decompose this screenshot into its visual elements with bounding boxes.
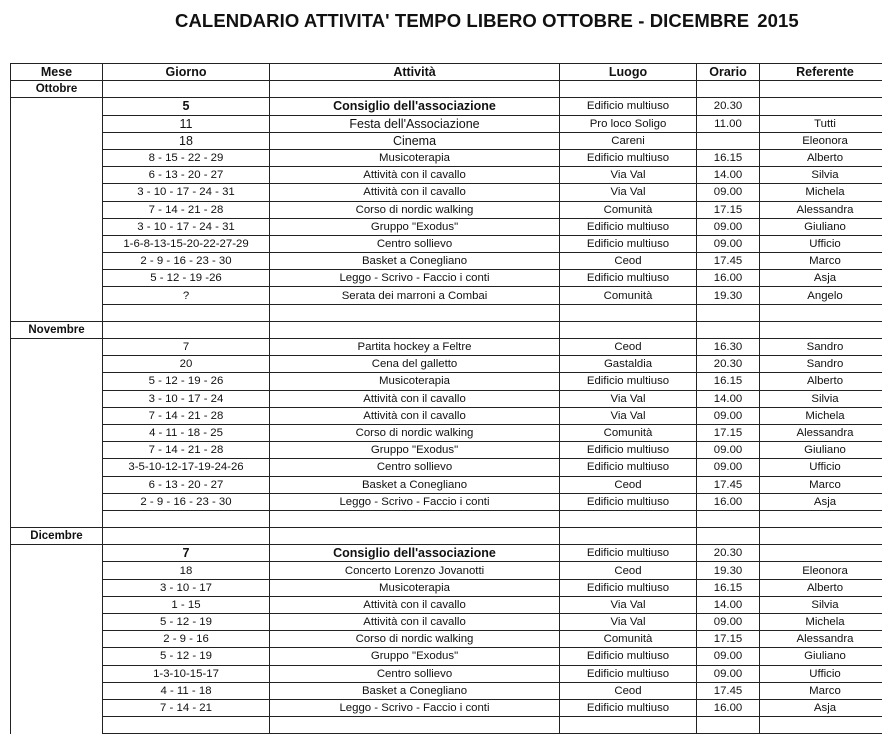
- table-row: [11, 545, 882, 562]
- orario-cell: [697, 304, 760, 321]
- attivita-cell: Attività con il cavallo: [270, 614, 560, 631]
- orario-cell: 16.15: [697, 579, 760, 596]
- orario-cell: 09.00: [697, 614, 760, 631]
- month-spacer-cell: [11, 201, 103, 218]
- table-row: [11, 235, 882, 252]
- month-spacer-cell: [11, 339, 103, 356]
- attivita-cell: Corso di nordic walking: [270, 424, 560, 441]
- attivita-cell: Attività con il cavallo: [270, 184, 560, 201]
- attivita-cell: Basket a Conegliano: [270, 253, 560, 270]
- luogo-cell: Edificio multiuso: [560, 442, 697, 459]
- attivita-cell: Attività con il cavallo: [270, 390, 560, 407]
- month-spacer-cell: [11, 493, 103, 510]
- luogo-cell: Edificio multiuso: [560, 218, 697, 235]
- attivita-cell: Concerto Lorenzo Jovanotti: [270, 562, 560, 579]
- table-row: [11, 390, 882, 407]
- month-spacer-cell: [11, 442, 103, 459]
- referente-cell: [760, 545, 882, 562]
- luogo-cell: Ceod: [560, 253, 697, 270]
- month-row: [11, 528, 882, 545]
- attivita-cell: Musicoterapia: [270, 373, 560, 390]
- giorno-cell: 18: [103, 132, 270, 149]
- referente-cell: Tutti: [760, 115, 882, 132]
- orario-cell: 09.00: [697, 184, 760, 201]
- giorno-cell: 4 - 11 - 18 - 25: [103, 424, 270, 441]
- giorno-cell: 18: [103, 562, 270, 579]
- attivita-cell: Basket a Conegliano: [270, 476, 560, 493]
- orario-cell: 09.00: [697, 407, 760, 424]
- attivita-cell: Partita hockey a Feltre: [270, 339, 560, 356]
- luogo-cell: Edificio multiuso: [560, 699, 697, 716]
- month-spacer-cell: [11, 614, 103, 631]
- luogo-cell: Comunità: [560, 287, 697, 304]
- month-spacer-cell: [11, 682, 103, 699]
- table-row: [11, 115, 882, 132]
- attivita-cell: [270, 304, 560, 321]
- referente-cell: Alessandra: [760, 424, 882, 441]
- attivita-cell: Cinema: [270, 132, 560, 149]
- giorno-cell: 7: [103, 339, 270, 356]
- luogo-cell: Edificio multiuso: [560, 459, 697, 476]
- luogo-cell: Ceod: [560, 682, 697, 699]
- month-spacer-cell: [11, 665, 103, 682]
- empty-cell: [103, 81, 270, 98]
- month-row: [11, 81, 882, 98]
- referente-cell: Marco: [760, 253, 882, 270]
- month-spacer-cell: [11, 167, 103, 184]
- table-row: [11, 424, 882, 441]
- month-spacer-cell: [11, 510, 103, 527]
- orario-cell: 09.00: [697, 442, 760, 459]
- orario-cell: 16.00: [697, 270, 760, 287]
- table-row: [11, 442, 882, 459]
- giorno-cell: 6 - 13 - 20 - 27: [103, 167, 270, 184]
- orario-cell: 19.30: [697, 287, 760, 304]
- luogo-cell: Edificio multiuso: [560, 579, 697, 596]
- table-row: [11, 682, 882, 699]
- orario-cell: 20.30: [697, 545, 760, 562]
- giorno-cell: [103, 717, 270, 734]
- empty-cell: [270, 528, 560, 545]
- giorno-cell: 7 - 14 - 21 - 28: [103, 201, 270, 218]
- header-mese: Mese: [11, 64, 103, 81]
- month-spacer-cell: [11, 648, 103, 665]
- referente-cell: Giuliano: [760, 442, 882, 459]
- table-row: [11, 407, 882, 424]
- luogo-cell: Via Val: [560, 167, 697, 184]
- luogo-cell: [560, 717, 697, 734]
- orario-cell: 14.00: [697, 390, 760, 407]
- referente-cell: [760, 304, 882, 321]
- orario-cell: 16.30: [697, 339, 760, 356]
- luogo-cell: Edificio multiuso: [560, 149, 697, 166]
- luogo-cell: Ceod: [560, 476, 697, 493]
- luogo-cell: Edificio multiuso: [560, 648, 697, 665]
- orario-cell: 17.45: [697, 253, 760, 270]
- giorno-cell: 2 - 9 - 16 - 23 - 30: [103, 493, 270, 510]
- referente-cell: Eleonora: [760, 132, 882, 149]
- month-label: Novembre: [11, 321, 103, 338]
- month-spacer-cell: [11, 253, 103, 270]
- title-year: 2015: [757, 10, 799, 31]
- orario-cell: 14.00: [697, 596, 760, 613]
- attivita-cell: Centro sollievo: [270, 665, 560, 682]
- table-row: [11, 510, 882, 527]
- table-row: [11, 596, 882, 613]
- table-row: [11, 201, 882, 218]
- referente-cell: [760, 717, 882, 734]
- empty-cell: [103, 528, 270, 545]
- referente-cell: Marco: [760, 476, 882, 493]
- header-luogo: Luogo: [560, 64, 697, 81]
- luogo-cell: Via Val: [560, 596, 697, 613]
- month-spacer-cell: [11, 699, 103, 716]
- empty-cell: [560, 81, 697, 98]
- giorno-cell: 3 - 10 - 17 - 24 - 31: [103, 184, 270, 201]
- referente-cell: Sandro: [760, 356, 882, 373]
- orario-cell: 19.30: [697, 562, 760, 579]
- empty-cell: [560, 528, 697, 545]
- referente-cell: Michela: [760, 184, 882, 201]
- month-spacer-cell: [11, 115, 103, 132]
- giorno-cell: [103, 510, 270, 527]
- table-row: [11, 373, 882, 390]
- referente-cell: Ufficio: [760, 459, 882, 476]
- orario-cell: 09.00: [697, 665, 760, 682]
- luogo-cell: Ceod: [560, 562, 697, 579]
- table-row: [11, 614, 882, 631]
- giorno-cell: 2 - 9 - 16: [103, 631, 270, 648]
- table-row: [11, 218, 882, 235]
- table-row: [11, 493, 882, 510]
- empty-cell: [270, 321, 560, 338]
- table-row: [11, 98, 882, 115]
- table-row: [11, 149, 882, 166]
- giorno-cell: [103, 304, 270, 321]
- month-spacer-cell: [11, 184, 103, 201]
- attivita-cell: Corso di nordic walking: [270, 631, 560, 648]
- giorno-cell: 5 - 12 - 19 -26: [103, 270, 270, 287]
- luogo-cell: Comunità: [560, 631, 697, 648]
- calendar-body: [11, 81, 882, 734]
- luogo-cell: Careni: [560, 132, 697, 149]
- referente-cell: Sandro: [760, 339, 882, 356]
- attivita-cell: Attività con il cavallo: [270, 596, 560, 613]
- table-row: [11, 356, 882, 373]
- referente-cell: Alberto: [760, 149, 882, 166]
- month-spacer-cell: [11, 390, 103, 407]
- month-spacer-cell: [11, 149, 103, 166]
- month-spacer-cell: [11, 132, 103, 149]
- referente-cell: Alessandra: [760, 201, 882, 218]
- table-row: [11, 287, 882, 304]
- referente-cell: Asja: [760, 270, 882, 287]
- luogo-cell: Via Val: [560, 184, 697, 201]
- referente-cell: Alberto: [760, 579, 882, 596]
- month-spacer-cell: [11, 356, 103, 373]
- orario-cell: 09.00: [697, 648, 760, 665]
- orario-cell: 11.00: [697, 115, 760, 132]
- luogo-cell: Comunità: [560, 424, 697, 441]
- giorno-cell: 20: [103, 356, 270, 373]
- month-spacer-cell: [11, 424, 103, 441]
- referente-cell: Asja: [760, 699, 882, 716]
- table-row: [11, 648, 882, 665]
- referente-cell: Eleonora: [760, 562, 882, 579]
- giorno-cell: 6 - 13 - 20 - 27: [103, 476, 270, 493]
- luogo-cell: Edificio multiuso: [560, 270, 697, 287]
- giorno-cell: 1 - 15: [103, 596, 270, 613]
- orario-cell: 20.30: [697, 356, 760, 373]
- referente-cell: Michela: [760, 614, 882, 631]
- luogo-cell: Edificio multiuso: [560, 665, 697, 682]
- month-spacer-cell: [11, 579, 103, 596]
- table-row: [11, 270, 882, 287]
- orario-cell: 17.45: [697, 476, 760, 493]
- table-row: [11, 132, 882, 149]
- orario-cell: 17.15: [697, 631, 760, 648]
- luogo-cell: Ceod: [560, 339, 697, 356]
- referente-cell: Silvia: [760, 596, 882, 613]
- attivita-cell: Musicoterapia: [270, 149, 560, 166]
- attivita-cell: Attività con il cavallo: [270, 407, 560, 424]
- attivita-cell: Centro sollievo: [270, 235, 560, 252]
- header-orario: Orario: [697, 64, 760, 81]
- month-spacer-cell: [11, 270, 103, 287]
- giorno-cell: 3 - 10 - 17 - 24 - 31: [103, 218, 270, 235]
- orario-cell: [697, 132, 760, 149]
- referente-cell: Silvia: [760, 390, 882, 407]
- table-row: [11, 459, 882, 476]
- luogo-cell: Edificio multiuso: [560, 98, 697, 115]
- header-row: [11, 64, 882, 81]
- empty-cell: [103, 321, 270, 338]
- referente-cell: Giuliano: [760, 648, 882, 665]
- empty-cell: [760, 81, 882, 98]
- orario-cell: 16.00: [697, 699, 760, 716]
- attivita-cell: Attività con il cavallo: [270, 167, 560, 184]
- empty-cell: [697, 321, 760, 338]
- table-row: [11, 562, 882, 579]
- table-row: [11, 339, 882, 356]
- luogo-cell: Gastaldia: [560, 356, 697, 373]
- giorno-cell: 8 - 15 - 22 - 29: [103, 149, 270, 166]
- giorno-cell: 2 - 9 - 16 - 23 - 30: [103, 253, 270, 270]
- giorno-cell: 5: [103, 98, 270, 115]
- attivita-cell: Centro sollievo: [270, 459, 560, 476]
- month-spacer-cell: [11, 287, 103, 304]
- giorno-cell: 5 - 12 - 19: [103, 614, 270, 631]
- attivita-cell: [270, 510, 560, 527]
- orario-cell: 09.00: [697, 459, 760, 476]
- orario-cell: 09.00: [697, 235, 760, 252]
- luogo-cell: Edificio multiuso: [560, 545, 697, 562]
- referente-cell: [760, 98, 882, 115]
- table-row: [11, 304, 882, 321]
- referente-cell: Alessandra: [760, 631, 882, 648]
- orario-cell: [697, 510, 760, 527]
- giorno-cell: 7: [103, 545, 270, 562]
- table-row: [11, 665, 882, 682]
- referente-cell: Angelo: [760, 287, 882, 304]
- referente-cell: Ufficio: [760, 235, 882, 252]
- luogo-cell: [560, 304, 697, 321]
- luogo-cell: Edificio multiuso: [560, 373, 697, 390]
- attivita-cell: [270, 717, 560, 734]
- attivita-cell: Leggo - Scrivo - Faccio i conti: [270, 699, 560, 716]
- giorno-cell: 3-5-10-12-17-19-24-26: [103, 459, 270, 476]
- luogo-cell: Edificio multiuso: [560, 235, 697, 252]
- referente-cell: Ufficio: [760, 665, 882, 682]
- month-spacer-cell: [11, 373, 103, 390]
- empty-cell: [760, 321, 882, 338]
- luogo-cell: Pro loco Soligo: [560, 115, 697, 132]
- orario-cell: 16.15: [697, 149, 760, 166]
- attivita-cell: Gruppo "Exodus": [270, 442, 560, 459]
- attivita-cell: Leggo - Scrivo - Faccio i conti: [270, 493, 560, 510]
- referente-cell: Michela: [760, 407, 882, 424]
- table-row: [11, 699, 882, 716]
- month-spacer-cell: [11, 304, 103, 321]
- referente-cell: Alberto: [760, 373, 882, 390]
- month-spacer-cell: [11, 235, 103, 252]
- month-label: Dicembre: [11, 528, 103, 545]
- referente-cell: [760, 510, 882, 527]
- table-row: [11, 631, 882, 648]
- referente-cell: Asja: [760, 493, 882, 510]
- title-text: CALENDARIO ATTIVITA' TEMPO LIBERO OTTOBRE - DICEMBRE: [175, 10, 749, 31]
- orario-cell: 16.00: [697, 493, 760, 510]
- empty-cell: [760, 528, 882, 545]
- attivita-cell: Gruppo "Exodus": [270, 648, 560, 665]
- table-row: [11, 717, 882, 734]
- giorno-cell: 1-3-10-15-17: [103, 665, 270, 682]
- empty-cell: [270, 81, 560, 98]
- month-spacer-cell: [11, 631, 103, 648]
- orario-cell: 17.15: [697, 424, 760, 441]
- giorno-cell: 5 - 12 - 19 - 26: [103, 373, 270, 390]
- attivita-cell: Leggo - Scrivo - Faccio i conti: [270, 270, 560, 287]
- luogo-cell: Via Val: [560, 407, 697, 424]
- giorno-cell: 5 - 12 - 19: [103, 648, 270, 665]
- table-row: [11, 184, 882, 201]
- attivita-cell: Consiglio dell'associazione: [270, 545, 560, 562]
- luogo-cell: Edificio multiuso: [560, 493, 697, 510]
- header-referente: Referente: [760, 64, 882, 81]
- empty-cell: [697, 81, 760, 98]
- attivita-cell: Cena del galletto: [270, 356, 560, 373]
- luogo-cell: [560, 510, 697, 527]
- table-row: [11, 579, 882, 596]
- month-row: [11, 321, 882, 338]
- referente-cell: Giuliano: [760, 218, 882, 235]
- referente-cell: Marco: [760, 682, 882, 699]
- header-giorno: Giorno: [103, 64, 270, 81]
- giorno-cell: 7 - 14 - 21 - 28: [103, 442, 270, 459]
- month-spacer-cell: [11, 476, 103, 493]
- month-spacer-cell: [11, 459, 103, 476]
- luogo-cell: Comunità: [560, 201, 697, 218]
- referente-cell: Silvia: [760, 167, 882, 184]
- attivita-cell: Serata dei marroni a Combai: [270, 287, 560, 304]
- month-spacer-cell: [11, 98, 103, 115]
- empty-cell: [560, 321, 697, 338]
- giorno-cell: 7 - 14 - 21 - 28: [103, 407, 270, 424]
- attivita-cell: Festa dell'Associazione: [270, 115, 560, 132]
- month-spacer-cell: [11, 218, 103, 235]
- calendar-table: [10, 63, 882, 734]
- table-row: [11, 253, 882, 270]
- table-row: [11, 167, 882, 184]
- giorno-cell: 3 - 10 - 17 - 24: [103, 390, 270, 407]
- month-spacer-cell: [11, 562, 103, 579]
- attivita-cell: Basket a Conegliano: [270, 682, 560, 699]
- empty-cell: [697, 528, 760, 545]
- attivita-cell: Gruppo "Exodus": [270, 218, 560, 235]
- orario-cell: 09.00: [697, 218, 760, 235]
- giorno-cell: 11: [103, 115, 270, 132]
- document-title: [175, 10, 799, 32]
- giorno-cell: ?: [103, 287, 270, 304]
- giorno-cell: 1-6-8-13-15-20-22-27-29: [103, 235, 270, 252]
- month-spacer-cell: [11, 717, 103, 734]
- attivita-cell: Corso di nordic walking: [270, 201, 560, 218]
- header-attivita: Attività: [270, 64, 560, 81]
- orario-cell: [697, 717, 760, 734]
- orario-cell: 20.30: [697, 98, 760, 115]
- orario-cell: 16.15: [697, 373, 760, 390]
- month-spacer-cell: [11, 596, 103, 613]
- month-label: Ottobre: [11, 81, 103, 98]
- orario-cell: 17.45: [697, 682, 760, 699]
- month-spacer-cell: [11, 545, 103, 562]
- attivita-cell: Consiglio dell'associazione: [270, 98, 560, 115]
- luogo-cell: Via Val: [560, 390, 697, 407]
- orario-cell: 14.00: [697, 167, 760, 184]
- attivita-cell: Musicoterapia: [270, 579, 560, 596]
- luogo-cell: Via Val: [560, 614, 697, 631]
- table-row: [11, 476, 882, 493]
- orario-cell: 17.15: [697, 201, 760, 218]
- giorno-cell: 4 - 11 - 18: [103, 682, 270, 699]
- giorno-cell: 3 - 10 - 17: [103, 579, 270, 596]
- giorno-cell: 7 - 14 - 21: [103, 699, 270, 716]
- month-spacer-cell: [11, 407, 103, 424]
